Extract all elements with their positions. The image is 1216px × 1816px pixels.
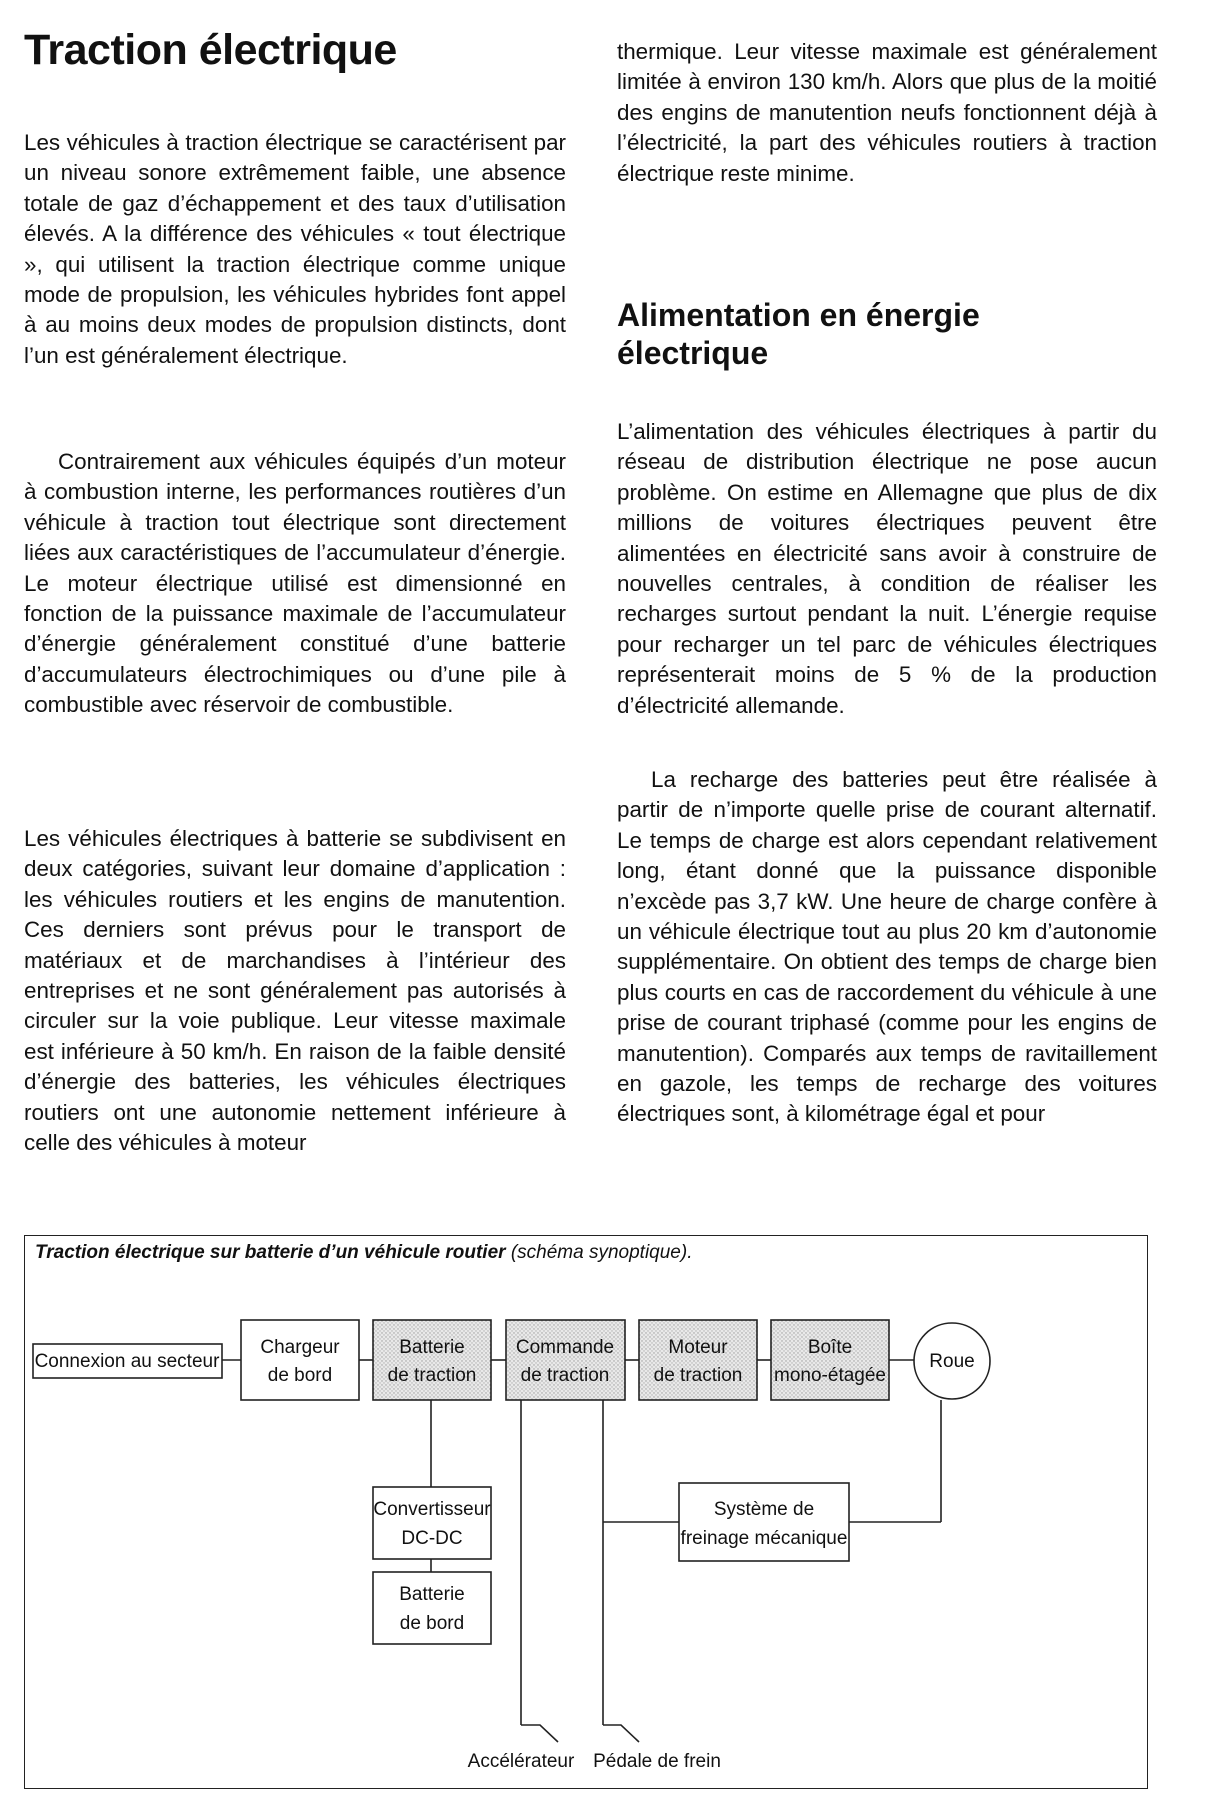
paragraph: La recharge des batteries peut être réalisée à partir de n’importe quelle prise de courant alternatif. Le temps de charge est alors cependant relativement long, étant donné que la puissance disponible n’excède pas 3,7 kW. Une heure de charge confère à un véhicule électrique tout au plus 20 km d’autonomie supplémentaire. On obtient des temps de charge bien plus courts en cas de raccordement du véhicule à une prise de courant triphasé (comme pour les engins de manutention). Comparés aux temps de ravitaillement en gazole, les temps de recharge des voitures électriques sont, à kilométrage égal et pour: [617, 767, 1157, 1127]
convertisseur-box: [373, 1487, 491, 1559]
roue-label: Roue: [929, 1351, 975, 1372]
moteur-box: [639, 1320, 757, 1400]
batterie-traction-label-2: de traction: [387, 1365, 477, 1386]
freinage-box: [679, 1483, 849, 1561]
boite-box: [771, 1320, 889, 1400]
boite-label-2: mono-étagée: [774, 1365, 886, 1386]
paragraph: L’alimentation des véhicules électriques à partir du réseau de distribution électrique ne pose aucun problème. On estime en Allemagne que plus de dix millions de voitures électriques peuvent être alimentées en électricité sans avoir à construire de nouvelles centrales, à condition de réaliser les recharges surtout pendant la nuit. L’énergie requise pour recharger un tel parc de véhicules électriques représenterait moins de 5 % de la production d’électricité allemande.: [617, 419, 1157, 718]
figure-caption-title: Traction électrique sur batterie d’un véhicule routier: [35, 1242, 506, 1263]
convertisseur-label-1: Convertisseur: [373, 1499, 491, 1520]
commande-label-2: de traction: [520, 1365, 610, 1386]
paragraph: Contrairement aux véhicules équipés d’un moteur à combustion interne, les performances routières d’un véhicule à traction tout électrique sont directement liées aux caractéristiques de l’accumulateur d’énergie. Le moteur électrique utilisé est dimensionné en fonction de la puissance maximale de l’accumulateur d’énergie généralement constitué d’une batterie d’accumulateurs électrochimiques ou d’une pile à combustible avec réservoir de combustible.: [24, 449, 566, 718]
chargeur-box: [241, 1320, 359, 1400]
secteur-label: Connexion au secteur: [34, 1351, 220, 1372]
moteur-label-2: de traction: [653, 1365, 743, 1386]
chargeur-label-1: Chargeur: [260, 1337, 340, 1358]
diagram-figure: [24, 1235, 1148, 1789]
batterie-bord-label-2: de bord: [399, 1613, 465, 1634]
page-title: Traction électrique: [24, 26, 397, 74]
figure-caption-note: (schéma synoptique).: [510, 1242, 693, 1263]
block-diagram: [25, 1236, 1146, 1787]
freinage-label-2: freinage mécanique: [680, 1528, 848, 1549]
roue-circle: [914, 1323, 990, 1399]
batterie-traction-label-1: Batterie: [399, 1337, 465, 1358]
moteur-label-1: Moteur: [668, 1337, 728, 1358]
commande-box: [506, 1320, 625, 1400]
paragraph: Les véhicules électriques à batterie se subdivisent en deux catégories, suivant leur domaine d’application : les véhicules routiers et les engins de manutention. Ces derniers sont prévus pour le transport de matériaux et de marchandises à l’intérieur des entreprises et ne sont généralement pas autorisés à circuler sur la voie publique. Leur vitesse maximale est inférieure à 50 km/h. En raison de la faible densité d’énergie des batteries, les véhicules électriques routiers ont une autonomie nettement inférieure à celle des véhicules à moteur: [24, 826, 566, 1156]
secteur-box: [33, 1344, 222, 1378]
batterie-traction-box: [373, 1320, 491, 1400]
pedale-label: Pédale de frein: [593, 1751, 721, 1772]
boite-label-1: Boîte: [807, 1337, 853, 1358]
convertisseur-label-2: DC-DC: [401, 1528, 463, 1549]
section-title: Alimentation en énergie électrique: [617, 297, 980, 371]
commande-label-1: Commande: [515, 1337, 615, 1358]
batterie-bord-box: [373, 1572, 491, 1644]
batterie-bord-label-1: Batterie: [399, 1584, 465, 1605]
accelerateur-label: Accélérateur: [467, 1751, 575, 1772]
freinage-label-1: Système de: [713, 1499, 815, 1520]
paragraph: Les véhicules à traction électrique se caractérisent par un niveau sonore extrêmement faible, une absence totale de gaz d’échappement et des taux d’utilisation élevés. A la différence des véhicules « tout électrique », qui utilisent la traction électrique comme unique mode de propulsion, les véhicules hybrides font appel à au moins deux modes de propulsion distincts, dont l’un est généralement électrique.: [24, 130, 566, 368]
paragraph: thermique. Leur vitesse maximale est généralement limitée à environ 130 km/h. Alors que plus de la moitié des engins de manutention neufs fonctionnent déjà à l’électricité, la part des véhicules routiers à traction électrique reste minime.: [617, 39, 1157, 186]
chargeur-label-2: de bord: [267, 1365, 333, 1386]
